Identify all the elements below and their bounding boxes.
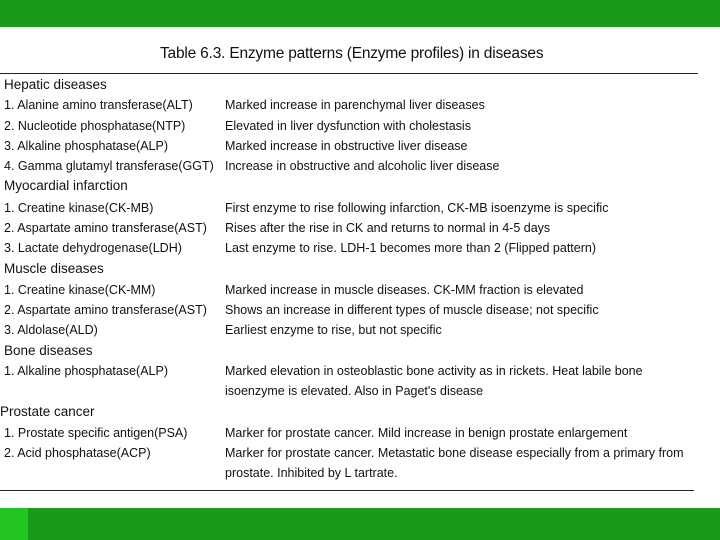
bottom-bar-fill [68,508,720,540]
bottom-green-bar [0,508,720,540]
section-heading: Muscle diseases [4,261,104,276]
section-heading: Bone diseases [4,343,93,358]
enzyme-name: 1. Alanine amino transferase(ALT) [4,98,193,112]
bottom-rule [0,490,694,491]
enzyme-finding: Rises after the rise in CK and returns to normal in 4-5 days [225,221,551,235]
enzyme-finding: Marked increase in obstructive liver disease [225,139,468,153]
enzyme-finding: Marker for prostate cancer. Metastatic bone disease especially from a primary from [225,446,684,460]
enzyme-name: 2. Nucleotide phosphatase(NTP) [4,119,186,133]
enzyme-name: 2. Aspartate amino transferase(AST) [4,303,207,317]
enzyme-finding: Elevated in liver dysfunction with cholestasis [225,119,471,133]
enzyme-name: 1. Creatine kinase(CK-MB) [4,201,154,215]
enzyme-finding: Increase in obstructive and alcoholic liver disease [225,159,500,173]
enzyme-name: 3. Lactate dehydrogenase(LDH) [4,241,182,255]
enzyme-name: 3. Aldolase(ALD) [4,323,98,337]
enzyme-name: 3. Alkaline phosphatase(ALP) [4,139,168,153]
enzyme-name: 2. Aspartate amino transferase(AST) [4,221,207,235]
enzyme-name: 2. Acid phosphatase(ACP) [4,446,151,460]
enzyme-finding: Marker for prostate cancer. Mild increase in benign prostate enlargement [225,426,628,440]
enzyme-name: 4. Gamma glutamyl transferase(GGT) [4,159,214,173]
enzyme-finding: First enzyme to rise following infarction, CK-MB isoenzyme is specific [225,201,609,215]
section-heading: Hepatic diseases [4,77,107,92]
top-green-bar [0,0,720,27]
enzyme-finding: Marked increase in muscle diseases. CK-MM fraction is elevated [225,283,584,297]
bottom-accent-block [0,508,28,540]
enzyme-name: 1. Alkaline phosphatase(ALP) [4,364,168,378]
enzyme-finding: Marked increase in parenchymal liver diseases [225,98,485,112]
bottom-separator [28,508,68,540]
enzyme-finding: isoenzyme is elevated. Also in Paget's disease [225,384,484,398]
section-heading: Myocardial infarction [4,178,128,193]
enzyme-finding: Marked elevation in osteoblastic bone activity as in rickets. Heat labile bone [225,364,643,378]
table-title: Table 6.3. Enzyme patterns (Enzyme profiles) in diseases [160,45,544,62]
enzyme-name: 1. Creatine kinase(CK-MM) [4,283,156,297]
enzyme-finding: prostate. Inhibited by L tartrate. [225,466,398,480]
enzyme-finding: Shows an increase in different types of muscle disease; not specific [225,303,599,317]
enzyme-finding: Earliest enzyme to rise, but not specific [225,323,442,337]
top-rule [0,73,698,74]
section-heading: Prostate cancer [0,404,95,419]
enzyme-finding: Last enzyme to rise. LDH-1 becomes more than 2 (Flipped pattern) [225,241,597,255]
enzyme-name: 1. Prostate specific antigen(PSA) [4,426,188,440]
